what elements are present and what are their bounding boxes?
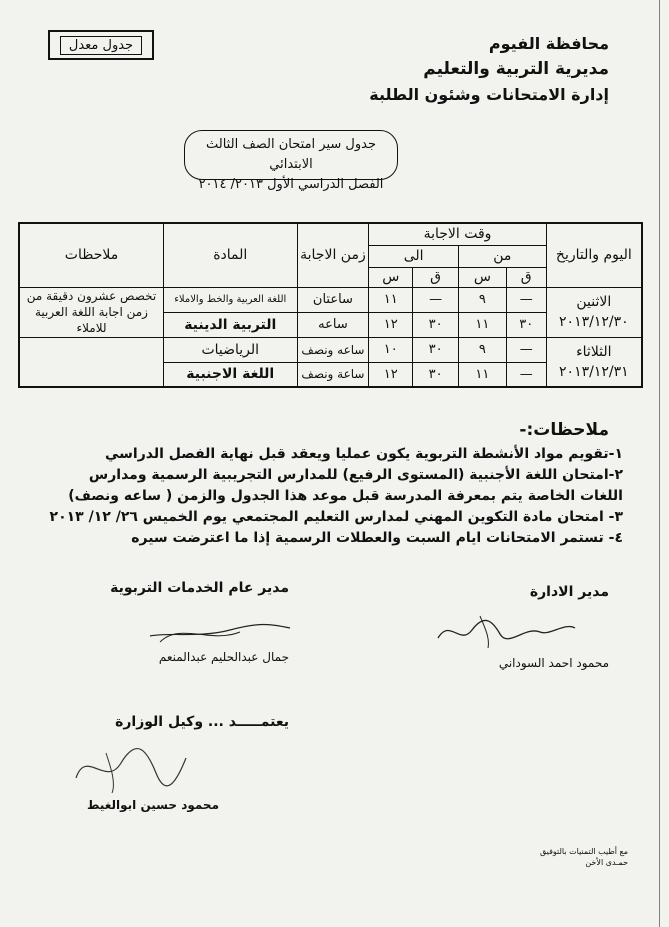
- duration-cell: ساعه: [297, 312, 369, 337]
- header-notes: ملاحظات: [19, 223, 163, 287]
- notes-cell: تخصص عشرون دقيقة من زمن اجابة اللغة العربية للاملاء: [19, 287, 163, 337]
- to-minutes-cell: —: [413, 287, 459, 312]
- stamp-text: جدول معدل: [60, 36, 142, 55]
- from-minutes-cell: —: [506, 362, 546, 387]
- exam-date: ٢٠١٣/١٢/٣١: [559, 363, 629, 380]
- header-subject: المادة: [163, 223, 297, 287]
- to-hours-cell: ١٢: [369, 362, 413, 387]
- admin-signature-icon: [430, 608, 580, 653]
- to-hours-cell: ١٠: [369, 337, 413, 362]
- note-item: اللغات الخاصة يتم بمعرفة المدرسة قبل موعد هذا الجدول والزمن ( ساعه ونصف): [68, 488, 623, 504]
- approval-name: محمود حسين ابوالغيط: [87, 798, 219, 812]
- exam-date: ٢٠١٣/١٢/٣٠: [559, 314, 629, 330]
- header-from-hours: س: [459, 267, 507, 287]
- from-minutes-cell: —: [506, 287, 546, 312]
- from-hours-cell: ٩: [459, 287, 507, 312]
- subject-cell: اللغة العربية والخط والاملاء: [163, 287, 297, 312]
- note-item: ٤- تستمر الامتحانات ايام السبت والعطلات الرسمية إذا ما اعترضت سيره: [131, 530, 623, 546]
- title-line-2: الفصل الدراسي الأول ٢٠١٣/ ٢٠١٤: [198, 177, 384, 192]
- approval-line: يعتمـــــد ... وكيل الوزارة: [115, 714, 289, 730]
- modified-schedule-stamp: [48, 30, 154, 60]
- header-to-minutes: ق: [413, 267, 459, 287]
- admin-director-title: مدير الادارة: [529, 584, 609, 600]
- services-director-title: مدير عام الخدمات التربوية: [110, 580, 289, 596]
- notes-title: ملاحظات:-: [519, 420, 609, 440]
- duration-cell: ساعة ونصف: [297, 362, 369, 387]
- header-from: من: [459, 245, 547, 267]
- from-minutes-cell: ٣٠: [506, 312, 546, 337]
- from-minutes-cell: —: [506, 337, 546, 362]
- from-hours-cell: ١١: [459, 362, 507, 387]
- day-name: الاثنين: [576, 294, 612, 310]
- header-day-date: اليوم والتاريخ: [546, 223, 642, 287]
- to-hours-cell: ١٢: [369, 312, 413, 337]
- notes-cell: [19, 337, 163, 387]
- from-hours-cell: ٩: [459, 337, 507, 362]
- day-name: الثلاثاء: [576, 343, 612, 360]
- subject-cell: اللغة الاجنبية: [163, 362, 297, 387]
- day-date-cell: [546, 337, 642, 387]
- page-edge-line: [659, 0, 660, 927]
- footer-line-1: مع أطيب التمنيات بالتوفيق: [540, 847, 629, 856]
- footer-line-2: حمـدى الأخن: [585, 858, 629, 867]
- directorate-name: مديرية التربية والتعليم: [423, 59, 609, 79]
- header-duration: زمن الاجابة: [297, 223, 369, 287]
- notes-list: [23, 444, 623, 549]
- note-item: ٢-امتحان اللغة الأجنبية (المستوى الرفيع) للمدارس التجريبية الرسمية ومدارس: [88, 467, 623, 483]
- header-to-hours: س: [369, 267, 413, 287]
- header-answer-time: وقت الاجابة: [369, 223, 546, 245]
- subject-cell: التربية الدينية: [163, 312, 297, 337]
- schedule-title: [184, 130, 398, 192]
- table-row: [19, 337, 642, 362]
- to-hours-cell: ١١: [369, 287, 413, 312]
- from-hours-cell: ١١: [459, 312, 507, 337]
- approval-signature-icon: [66, 738, 196, 798]
- admin-director-name: محمود احمد السوداني: [498, 656, 609, 670]
- header-from-minutes: ق: [506, 267, 546, 287]
- header-to: الى: [369, 245, 459, 267]
- letterhead: [369, 34, 609, 104]
- duration-cell: ساعه ونصف: [297, 337, 369, 362]
- note-item: ٣- امتحان مادة التكوين المهني لمدارس التعليم المجتمعي يوم الخميس ٢٦/ ١٢/ ٢٠١٣: [49, 509, 623, 525]
- to-minutes-cell: ٣٠: [413, 362, 459, 387]
- exam-schedule-table: [18, 222, 643, 388]
- services-signature-icon: [140, 612, 300, 648]
- duration-cell: ساعتان: [297, 287, 369, 312]
- to-minutes-cell: ٣٠: [413, 337, 459, 362]
- to-minutes-cell: ٣٠: [413, 312, 459, 337]
- day-date-cell: [546, 287, 642, 337]
- services-director-name: جمال عبدالحليم عبدالمنعم: [158, 650, 289, 664]
- footer-note: [540, 846, 628, 868]
- note-item: ١-تقويم مواد الأنشطة التربوية يكون عمليا ويعقد قبل نهاية الفصل الدراسي: [104, 446, 623, 462]
- title-line-1: جدول سير امتحان الصف الثالث الابتدائي: [206, 137, 376, 172]
- department-name: إدارة الامتحانات وشئون الطلبة: [369, 85, 609, 104]
- subject-cell: الرياضيات: [163, 337, 297, 362]
- table-row: [19, 287, 642, 312]
- governorate-name: محافظة الفيوم: [488, 34, 609, 53]
